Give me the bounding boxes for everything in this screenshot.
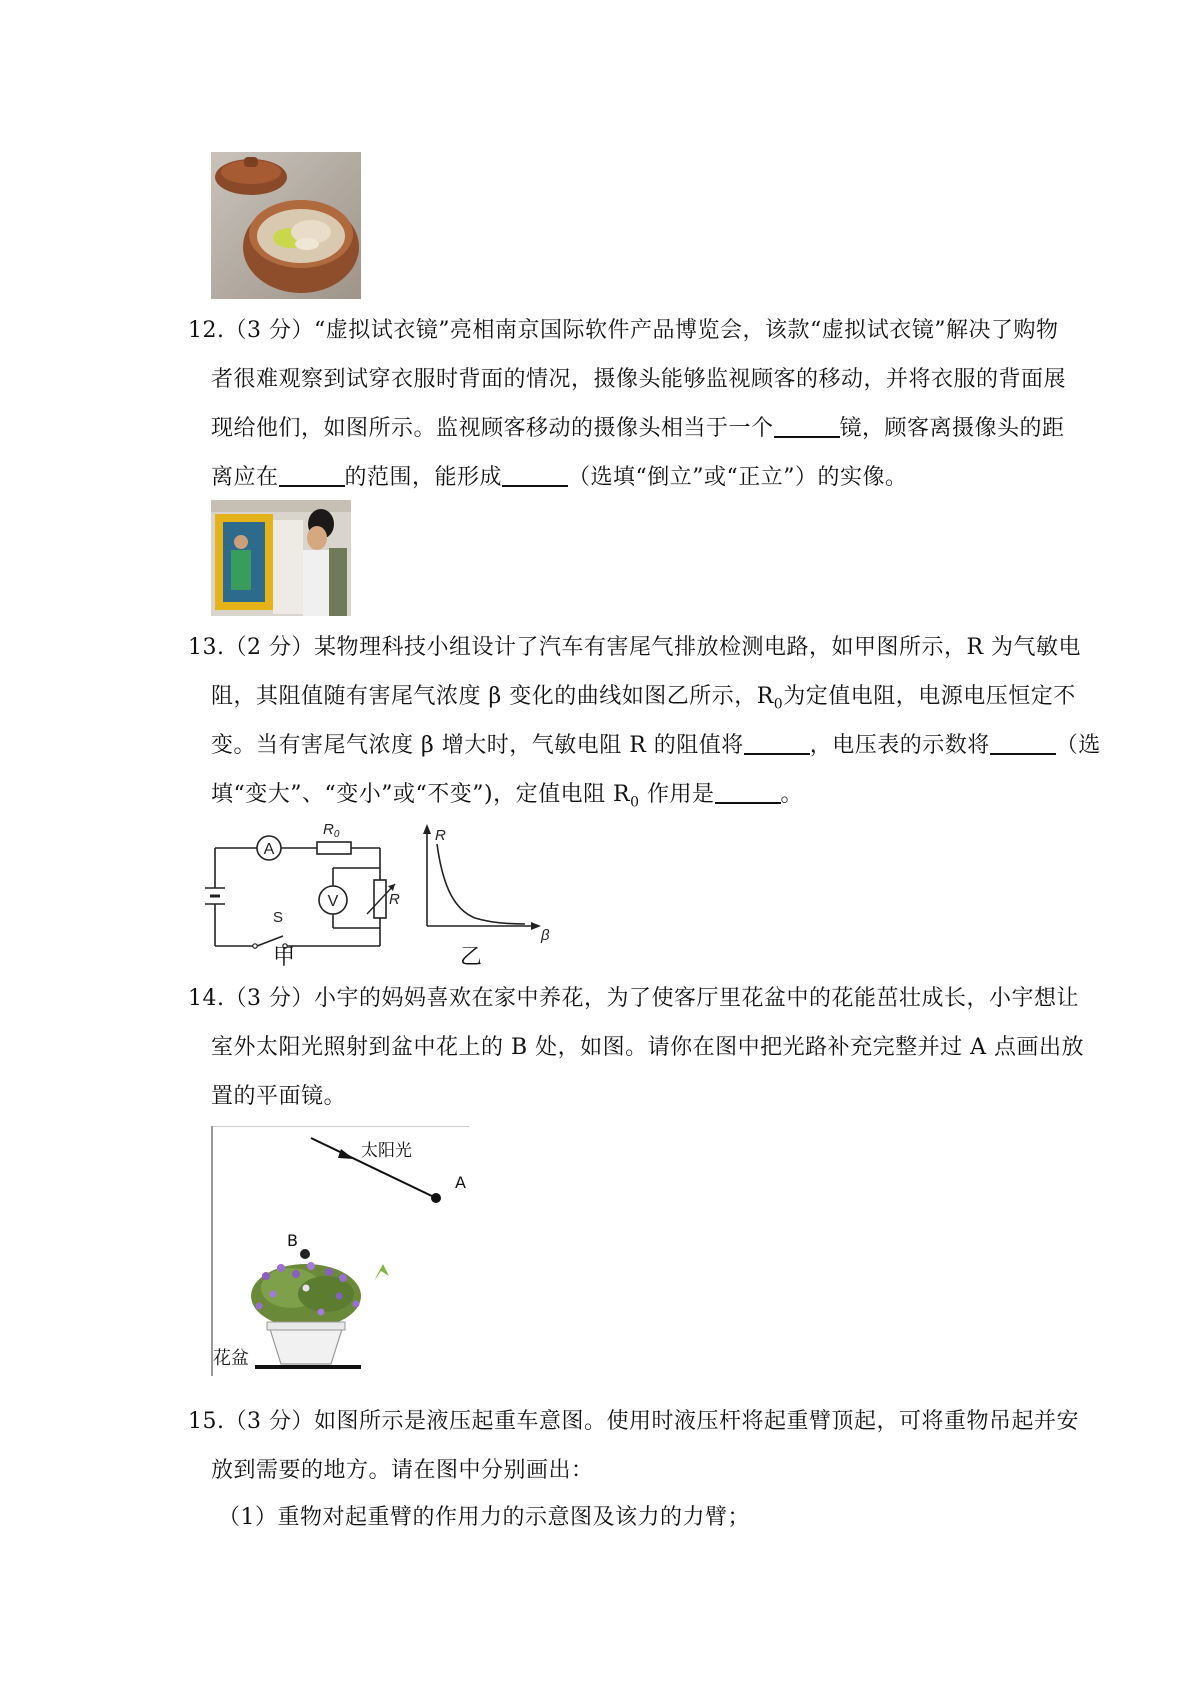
- clay-pot-photo: [211, 152, 361, 299]
- flower-bush: [251, 1262, 361, 1328]
- y-axis-arrow: [423, 824, 431, 834]
- q13-blank-1[interactable]: [744, 733, 810, 755]
- graph-caption: 乙: [460, 945, 483, 970]
- q13-line-2-text-b: 为定值电阻，电源电压恒定不: [783, 684, 1076, 709]
- q13-line-4-text-b: 作用是: [639, 782, 715, 807]
- q13-r0-subscript-2: 0: [630, 794, 640, 811]
- resistance-curve: [437, 844, 525, 924]
- point-a-label: A: [455, 1173, 466, 1192]
- r-label: R: [389, 891, 400, 908]
- q12-line-1: 12.（3 分）“虚拟试衣镜”亮相南京国际软件产品博览会，该款“虚拟试衣镜”解决了购物: [188, 318, 1059, 343]
- q13-line-1: 13.（2 分）某物理科技小组设计了汽车有害尾气排放检测电路，如甲图所示，R 为气敏电: [188, 635, 1082, 660]
- sunlight-flower-figure: [211, 1126, 471, 1376]
- circuit-caption: 甲: [273, 945, 296, 970]
- q14-line-1: 14.（3 分）小宇的妈妈喜欢在家中养花，为了使客厅里花盆中的花能茁壮成长，小宇想让: [188, 986, 1079, 1011]
- q12-line-4-text-a: 离应在: [211, 465, 279, 490]
- sunlight-label: 太阳光: [361, 1141, 412, 1161]
- r0-resistor: [317, 842, 351, 854]
- q13-line-2-text-a: 阻，其阻值随有害尾气浓度 β 变化的曲线如图乙所示，R: [211, 684, 774, 709]
- r0-label: $R_0$: [323, 821, 340, 840]
- q13-blank-2[interactable]: [990, 733, 1056, 755]
- q12-line-4-text-c: （选填“倒立”或“正立”）的实像。: [568, 465, 908, 490]
- q12-blank-1[interactable]: [774, 416, 840, 438]
- gas-sensitive-resistor: [374, 880, 386, 918]
- x-axis-label: β: [541, 927, 550, 944]
- q12-blank-3[interactable]: [502, 465, 568, 487]
- q14-line-3: 置的平面镜。: [211, 1084, 347, 1109]
- q13-line-4-text-a: 填“变大”、“变小”或“不变”)，定值电阻 R: [211, 782, 631, 807]
- q13-line-3-text-b: ，电压表的示数将: [809, 733, 990, 758]
- q13-line-4-text-c: 。: [780, 782, 804, 807]
- q15-line-2: 放到需要的地方。请在图中分别画出：: [211, 1458, 594, 1483]
- q13-line-2: [211, 684, 1076, 717]
- q12-line-3-text-a: 现给他们，如图所示。监视顾客移动的摄像头相当于一个: [211, 416, 774, 441]
- q13-r0-subscript-1: 0: [773, 696, 784, 713]
- point-a-dot: [431, 1193, 441, 1203]
- q12-line-2: 者很难观察到试穿衣服时背面的情况，摄像头能够监视顾客的移动，并将衣服的背面展: [211, 367, 1067, 392]
- q12-line-3-text-b: 镜，顾客离摄像头的距: [839, 416, 1065, 441]
- q13-blank-3[interactable]: [715, 782, 781, 804]
- x-axis-arrow: [531, 922, 541, 930]
- q12-blank-2[interactable]: [279, 465, 345, 487]
- flower-pot: [269, 1326, 343, 1364]
- point-b-label: B: [287, 1231, 298, 1250]
- q15-line-3: （1）重物对起重臂的作用力的示意图及该力的力臂；: [218, 1505, 750, 1530]
- q13-line-3-text-c: （选: [1055, 733, 1101, 758]
- fitting-mirror-photo: [211, 500, 351, 616]
- flower-pot-label: 花盆: [213, 1348, 249, 1369]
- point-b-dot: [300, 1249, 310, 1259]
- voltmeter-label: V: [327, 893, 339, 910]
- sunlight-ray-arrow: [338, 1149, 354, 1159]
- q13-line-3-text-a: 变。当有害尾气浓度 β 增大时，气敏电阻 R 的阻值将: [211, 733, 744, 758]
- q13-line-4: [211, 782, 803, 815]
- resistance-graph: [415, 818, 555, 970]
- q12-line-3: [211, 416, 1065, 442]
- switch-label: S: [273, 909, 284, 926]
- q13-line-3: [211, 733, 1101, 759]
- q12-line-4: [211, 465, 908, 491]
- q14-line-2: 室外太阳光照射到盆中花上的 B 处，如图。请你在图中把光路补充完整并过 A 点画出放: [211, 1035, 1085, 1060]
- table-surface: [255, 1365, 361, 1369]
- circuit-diagram: [205, 818, 405, 970]
- q15-line-1: 15.（3 分）如图所示是液压起重车意图。使用时液压杆将起重臂顶起，可将重物吊起并安: [188, 1409, 1079, 1434]
- q12-line-4-text-b: 的范围，能形成: [344, 465, 503, 490]
- ammeter-label: A: [263, 841, 275, 858]
- green-arrow-icon: [374, 1264, 389, 1281]
- y-axis-label: R: [435, 827, 446, 844]
